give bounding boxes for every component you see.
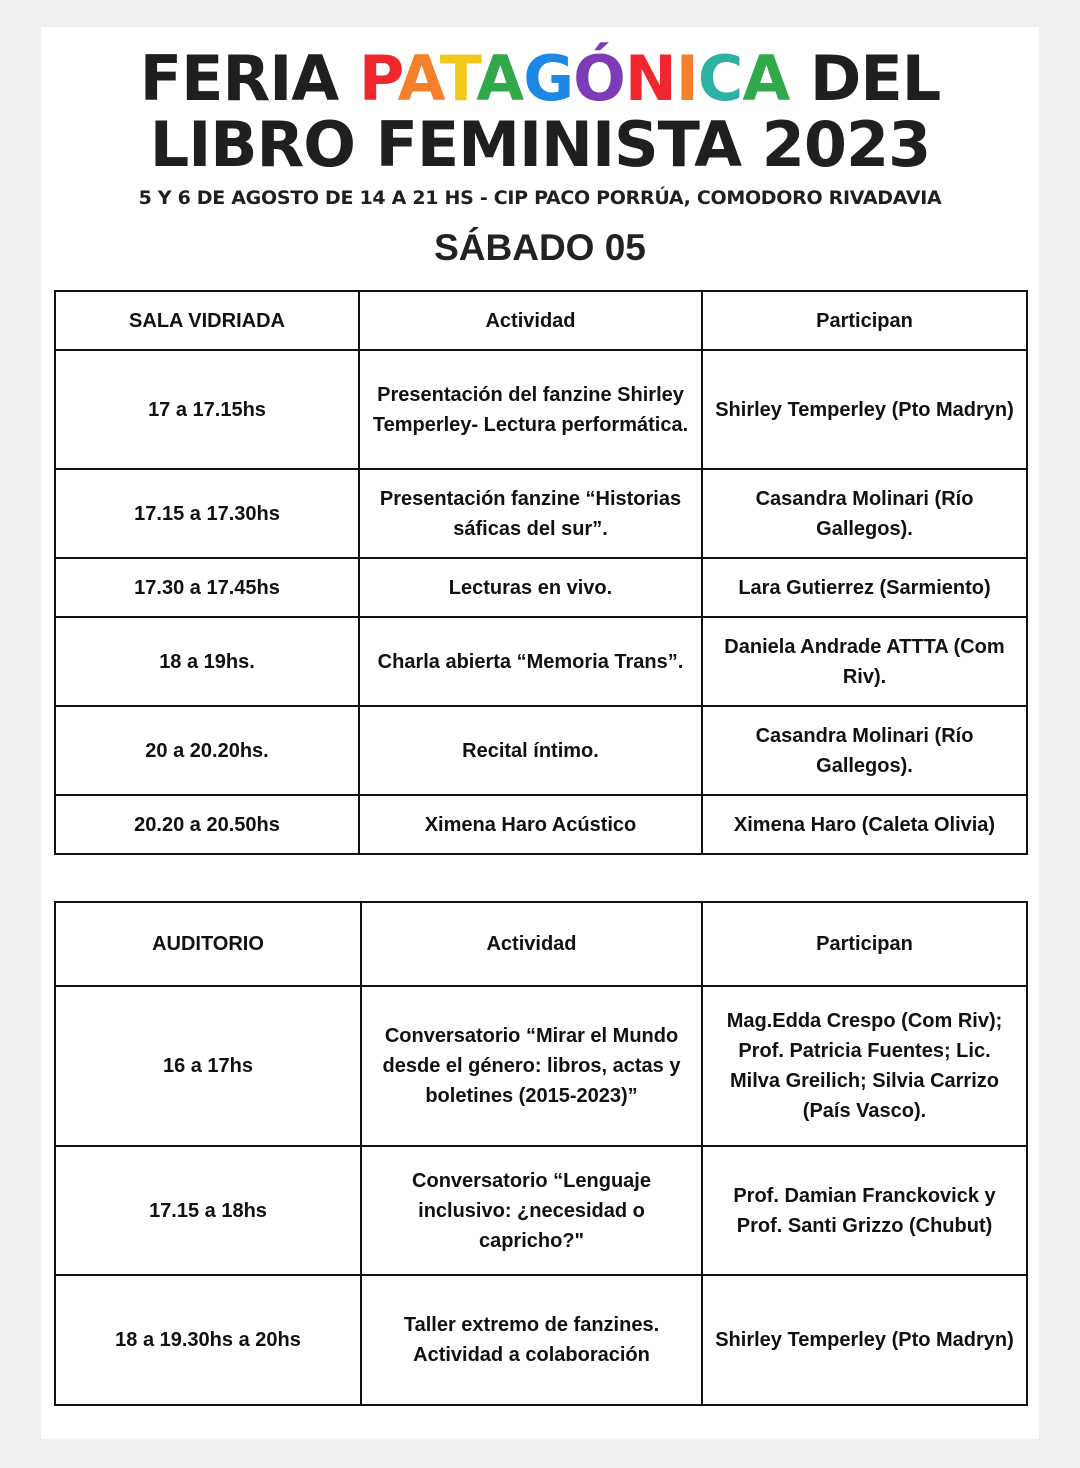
activity-cell: Conversatorio “Lenguaje inclusivo: ¿necesidad o capricho?" <box>361 1146 702 1275</box>
title-line-1 <box>41 42 1039 115</box>
title-letter: I <box>675 42 698 115</box>
time-cell: 17.30 a 17.45hs <box>55 558 359 617</box>
title-letter: N <box>624 42 676 115</box>
table-header-row <box>55 902 1027 986</box>
table-header-row <box>55 291 1027 350</box>
participants-cell: Casandra Molinari (Río Gallegos). <box>702 469 1027 558</box>
time-cell: 20.20 a 20.50hs <box>55 795 359 854</box>
participants-cell: Casandra Molinari (Río Gallegos). <box>702 706 1027 795</box>
time-cell: 17.15 a 17.30hs <box>55 469 359 558</box>
participants-cell: Shirley Temperley (Pto Madryn) <box>702 350 1027 469</box>
time-cell: 20 a 20.20hs. <box>55 706 359 795</box>
column-header: SALA VIDRIADA <box>55 291 359 350</box>
activity-cell: Taller extremo de fanzines. Actividad a colaboración <box>361 1275 702 1405</box>
title-word-patagonica <box>359 42 789 115</box>
activity-cell: Presentación del fanzine Shirley Temperley- Lectura performática. <box>359 350 702 469</box>
activity-cell: Ximena Haro Acústico <box>359 795 702 854</box>
time-cell: 16 a 17hs <box>55 986 361 1146</box>
column-header: AUDITORIO <box>55 902 361 986</box>
table-row <box>55 1275 1027 1405</box>
participants-cell: Prof. Damian Franckovick y Prof. Santi Grizzo (Chubut) <box>702 1146 1027 1275</box>
title-word-feria: FERIA <box>139 42 339 115</box>
table-row <box>55 469 1027 558</box>
participants-cell: Lara Gutierrez (Sarmiento) <box>702 558 1027 617</box>
participants-cell: Mag.Edda Crespo (Com Riv); Prof. Patricia Fuentes; Lic. Milva Greilich; Silvia Carrizo (País Vasco). <box>702 986 1027 1146</box>
time-cell: 18 a 19hs. <box>55 617 359 706</box>
title-letter: A <box>476 42 524 115</box>
title-letter: G <box>523 42 574 115</box>
title-line-2: LIBRO FEMINISTA 2023 <box>149 108 931 181</box>
title-word-del: DEL <box>809 42 941 115</box>
time-cell: 18 a 19.30hs a 20hs <box>55 1275 361 1405</box>
schedule-table-sala-vidriada <box>54 290 1028 855</box>
title-letter: A <box>742 42 790 115</box>
title-letter: T <box>439 42 477 115</box>
document-page <box>41 27 1039 1439</box>
title-letter: A <box>397 42 440 115</box>
event-subtitle: 5 Y 6 DE AGOSTO DE 14 A 21 HS - CIP PACO PORRÚA, COMODORO RIVADAVIA <box>138 187 942 209</box>
table-row <box>55 795 1027 854</box>
activity-cell: Conversatorio “Mirar el Mundo desde el género: libros, actas y boletines (2015-2023)” <box>361 986 702 1146</box>
column-header: Actividad <box>361 902 702 986</box>
table-row <box>55 617 1027 706</box>
table-row <box>55 350 1027 469</box>
activity-cell: Recital íntimo. <box>359 706 702 795</box>
participants-cell: Ximena Haro (Caleta Olivia) <box>702 795 1027 854</box>
activity-cell: Presentación fanzine “Historias sáficas del sur”. <box>359 469 702 558</box>
activity-cell: Charla abierta “Memoria Trans”. <box>359 617 702 706</box>
table-row <box>55 986 1027 1146</box>
schedule-table-auditorio <box>54 901 1028 1406</box>
participants-cell: Daniela Andrade ATTTA (Com Riv). <box>702 617 1027 706</box>
table-row <box>55 558 1027 617</box>
table-row <box>55 1146 1027 1275</box>
title-letter: Ó <box>573 42 625 115</box>
time-cell: 17.15 a 18hs <box>55 1146 361 1275</box>
time-cell: 17 a 17.15hs <box>55 350 359 469</box>
title-letter: P <box>358 42 398 115</box>
participants-cell: Shirley Temperley (Pto Madryn) <box>702 1275 1027 1405</box>
column-header: Participan <box>702 902 1027 986</box>
day-heading: SÁBADO 05 <box>434 227 646 268</box>
column-header: Actividad <box>359 291 702 350</box>
title-letter: C <box>697 42 743 115</box>
table-row <box>55 706 1027 795</box>
column-header: Participan <box>702 291 1027 350</box>
activity-cell: Lecturas en vivo. <box>359 558 702 617</box>
